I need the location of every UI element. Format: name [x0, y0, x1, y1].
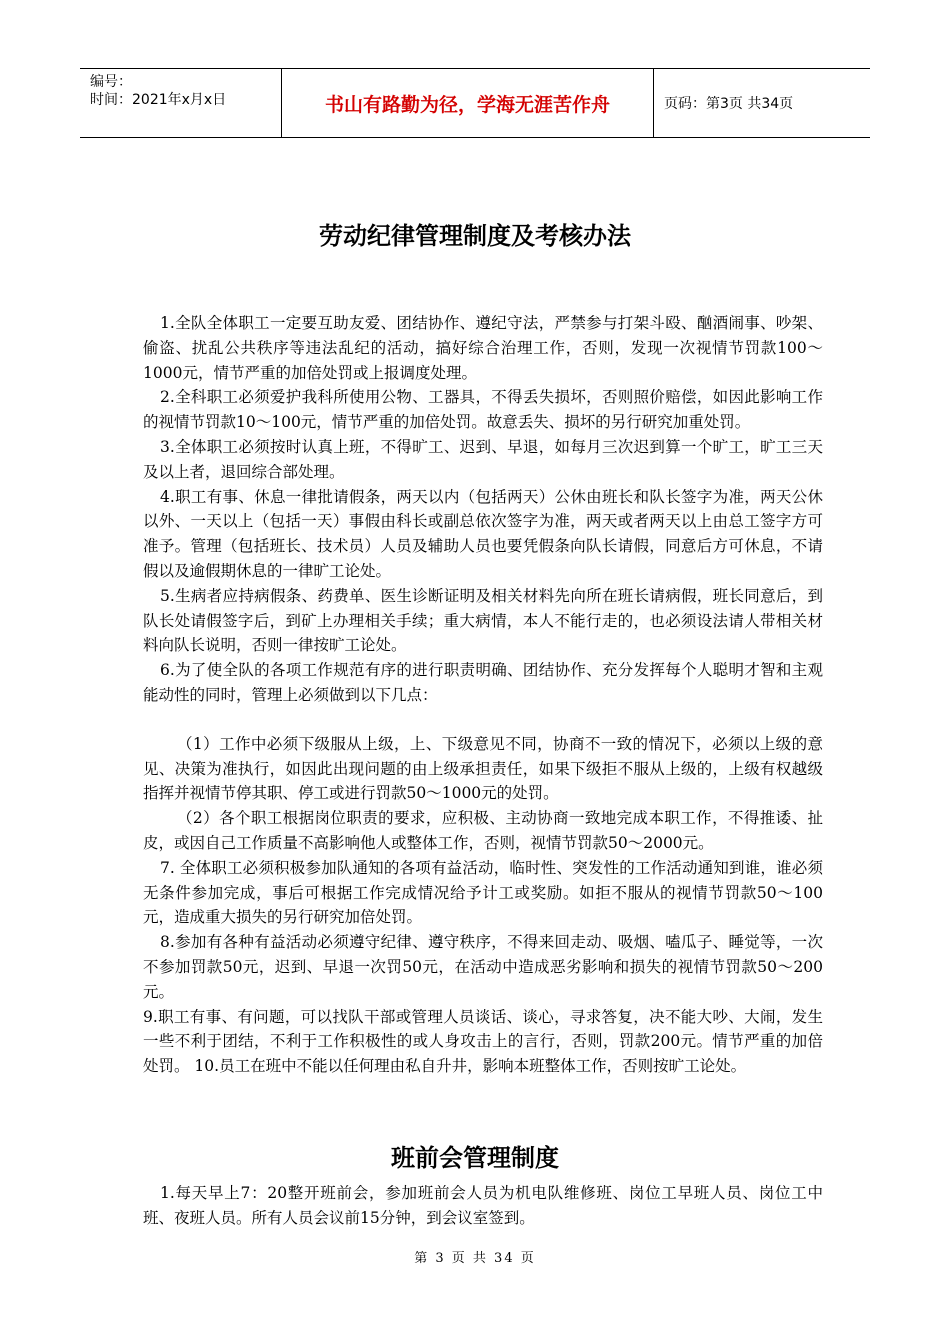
section2-title: 班前会管理制度: [391, 1144, 559, 1172]
paragraph: （1）工作中必须下级服从上级，上、下级意见不同，协商不一致的情况下，必须以上级的意见、决策为准执行，如因此出现问题的由上级承担责任，如果下级拒不服从上级的，上级有权越级指挥并视情节停其职、停工或进行罚款50～1000元的处罚。: [143, 734, 823, 803]
paragraph: 8.参加有各种有益活动必须遵守纪律、遵守秩序，不得来回走动、吸烟、嗑瓜子、睡觉等，一次不参加罚款50元，迟到、早退一次罚50元，在活动中造成恶劣影响和损失的视情节罚款50～200元。: [143, 933, 823, 1001]
header-page-info: 页码：第3页 共34页: [664, 96, 794, 112]
paragraph: 1.全队全体职工一定要互助友爱、团结协作、遵纪守法，严禁参与打架斗殴、酗酒闹事、吵架、偷盗、扰乱公共秩序等违法乱纪的活动，搞好综合治理工作，否则，发现一次视情节罚款100～1000元，情节严重的加倍处罚或上报调度处理。: [143, 314, 823, 382]
paragraph: 3.全体职工必须按时认真上班，不得旷工、迟到、早退，如每月三次迟到算一个旷工，旷工三天及以上者，退回综合部处理。: [143, 437, 823, 481]
number-label: 编号：: [90, 74, 132, 90]
date-label: 时间：2021年x月x日: [90, 92, 227, 108]
paragraph: 1.每天早上7：20整开班前会，参加班前会人员为机电队维修班、岗位工早班人员、岗位工中班、夜班人员。所有人员会议前15分钟，到会议室签到。: [143, 1184, 823, 1227]
page-header: [80, 68, 870, 138]
paragraph: 5.生病者应持病假条、药费单、医生诊断证明及相关材料先向所在班长请病假，班长同意后，到队长处请假签字后，到矿上办理相关手续；重大病情，本人不能行走的，也必须设法请人带相关材料向队长说明，否则一律按旷工论处。: [143, 586, 823, 655]
header-meta: [80, 69, 282, 137]
section1-title: 劳动纪律管理制度及考核办法: [319, 222, 631, 250]
paragraph: （2）各个职工根据岗位职责的要求，应积极、主动协商一致地完成本职工作，不得推诿、扯皮，或因自己工作质量不高影响他人或整体工作，否则，视情节罚款50～2000元。: [143, 809, 823, 852]
section2-body: [143, 1181, 823, 1231]
paragraph: 7. 全体职工必须积极参加队通知的各项有益活动，临时性、突发性的工作活动通知到谁，谁必须无条件参加完成，事后可根据工作完成情况给予计工或奖励。如拒不服从的视情节罚款50～100元，造成重大损失的另行研究加倍处罚。: [143, 858, 823, 927]
paragraph: 9.职工有事、有问题，可以找队干部或管理人员谈话、谈心，寻求答复，决不能大吵、大闹，发生一些不利于团结，不利于工作积极性的或人身攻击上的言行，否则，罚款200元。情节严重的加倍处罚。 10.员工在班中不能以任何理由私自升井，影响本班整体工作，否则按旷工论处。: [143, 1007, 823, 1076]
paragraph: 6.为了使全队的各项工作规范有序的进行职责明确、团结协作、充分发挥每个人聪明才智和主观能动性的同时，管理上必须做到以下几点：: [143, 661, 823, 704]
spacer: [143, 708, 823, 732]
paragraph: 2.全科职工必须爱护我科所使用公物、工器具，不得丢失损坏，否则照价赔偿，如因此影响工作的视情节罚款10～100元，情节严重的加倍处罚。故意丢失、损坏的另行研究加重处罚。: [143, 388, 823, 432]
paragraph: 4.职工有事、休息一律批请假条，两天以内（包括两天）公休由班长和队长签字为准，两天公休以外、一天以上（包括一天）事假由科长或副总依次签字为准，两天或者两天以上由总工签字方可准予。管理（包括班长、技术员）人员及辅助人员也要凭假条向队长请假，同意后方可休息，不请假以及逾假期休息的一律旷工论处。: [143, 487, 823, 580]
section1-body: [143, 311, 823, 1079]
header-motto: 书山有路勤为径，学海无涯苦作舟: [282, 69, 654, 137]
page-footer: 第 3 页 共 34 页: [414, 1251, 536, 1266]
